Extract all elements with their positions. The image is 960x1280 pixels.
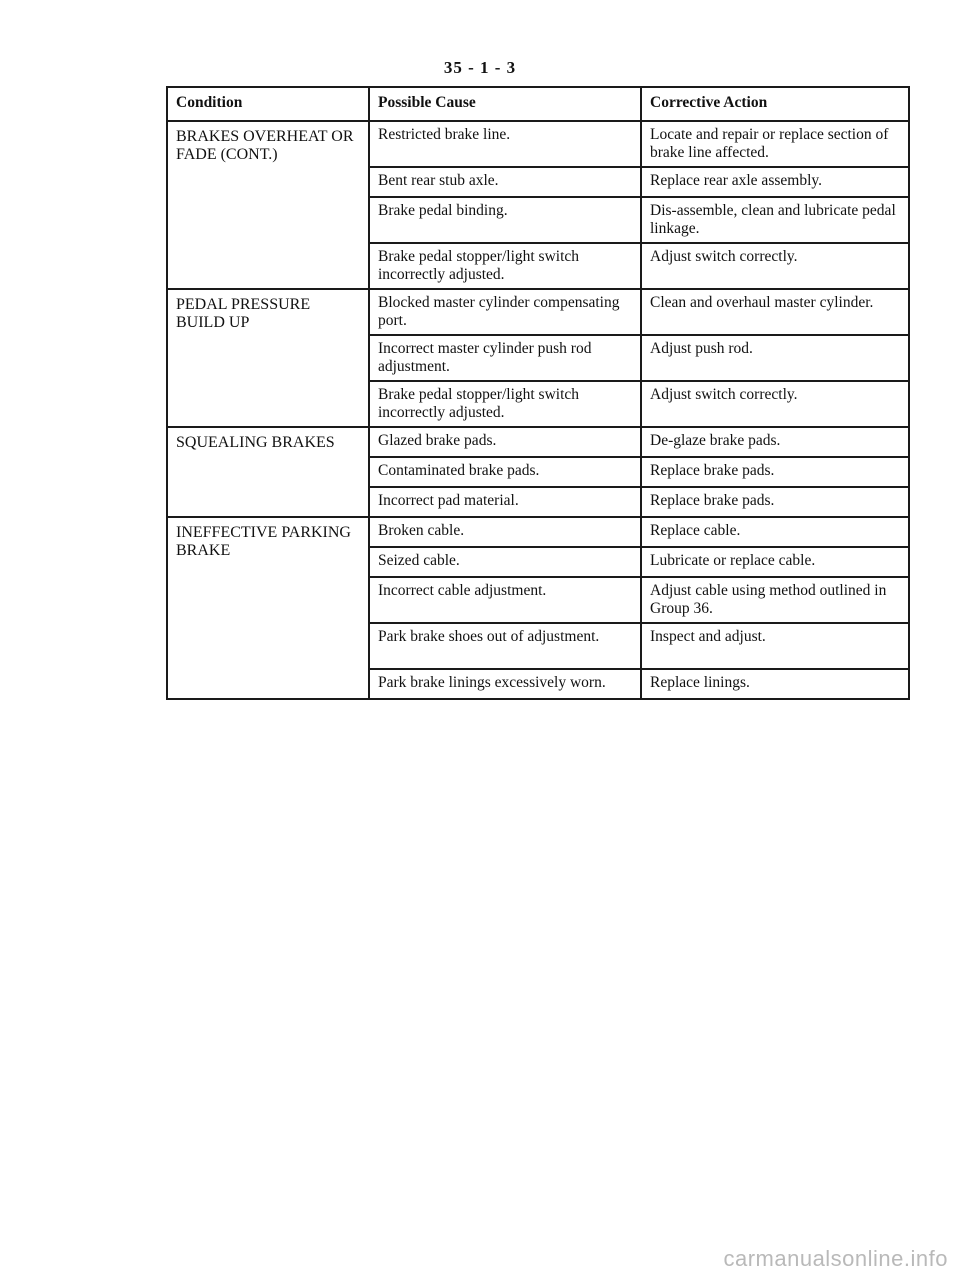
action-cell: Locate and repair or replace section of brake line affected. xyxy=(641,121,909,167)
action-cell: Replace rear axle assembly. xyxy=(641,167,909,197)
table-row xyxy=(167,517,909,547)
header-condition: Condition xyxy=(167,87,369,121)
cause-cell: Incorrect cable adjustment. xyxy=(369,577,641,623)
cause-cell: Glazed brake pads. xyxy=(369,427,641,457)
header-possible-cause: Possible Cause xyxy=(369,87,641,121)
cause-cell: Brake pedal stopper/light switch incorrectly adjusted. xyxy=(369,243,641,289)
cause-cell: Brake pedal stopper/light switch incorrectly adjusted. xyxy=(369,381,641,427)
cause-cell: Contaminated brake pads. xyxy=(369,457,641,487)
cause-cell: Bent rear stub axle. xyxy=(369,167,641,197)
cause-cell: Park brake shoes out of adjustment. xyxy=(369,623,641,669)
action-cell: Replace cable. xyxy=(641,517,909,547)
cause-cell: Incorrect pad material. xyxy=(369,487,641,517)
action-cell: Adjust push rod. xyxy=(641,335,909,381)
table-row xyxy=(167,427,909,457)
action-cell: Lubricate or replace cable. xyxy=(641,547,909,577)
header-corrective-action: Corrective Action xyxy=(641,87,909,121)
condition-brakes-overheat: BRAKES OVERHEAT OR FADE (CONT.) xyxy=(167,121,369,289)
action-cell: Replace brake pads. xyxy=(641,457,909,487)
table-row xyxy=(167,289,909,335)
table-row xyxy=(167,121,909,167)
cause-cell: Incorrect master cylinder push rod adjustment. xyxy=(369,335,641,381)
table-header-row xyxy=(167,87,909,121)
cause-cell: Brake pedal binding. xyxy=(369,197,641,243)
page-number: 35 - 1 - 3 xyxy=(443,58,517,77)
action-cell: Replace linings. xyxy=(641,669,909,699)
action-cell: Adjust switch correctly. xyxy=(641,243,909,289)
action-cell: Inspect and adjust. xyxy=(641,623,909,669)
troubleshooting-table xyxy=(166,86,910,700)
condition-pedal-pressure: PEDAL PRESSURE BUILD UP xyxy=(167,289,369,427)
cause-cell: Park brake linings excessively worn. xyxy=(369,669,641,699)
action-cell: Replace brake pads. xyxy=(641,487,909,517)
condition-ineffective-parking-brake: INEFFECTIVE PARKING BRAKE xyxy=(167,517,369,699)
action-cell: Adjust switch correctly. xyxy=(641,381,909,427)
cause-cell: Seized cable. xyxy=(369,547,641,577)
action-cell: Dis-assemble, clean and lubricate pedal linkage. xyxy=(641,197,909,243)
action-cell: Clean and overhaul master cylinder. xyxy=(641,289,909,335)
action-cell: Adjust cable using method outlined in Group 36. xyxy=(641,577,909,623)
action-cell: De-glaze brake pads. xyxy=(641,427,909,457)
cause-cell: Restricted brake line. xyxy=(369,121,641,167)
cause-cell: Broken cable. xyxy=(369,517,641,547)
cause-cell: Blocked master cylinder compensating port. xyxy=(369,289,641,335)
condition-squealing-brakes: SQUEALING BRAKES xyxy=(167,427,369,517)
watermark-text: carmanualsonline.info xyxy=(723,1246,948,1271)
